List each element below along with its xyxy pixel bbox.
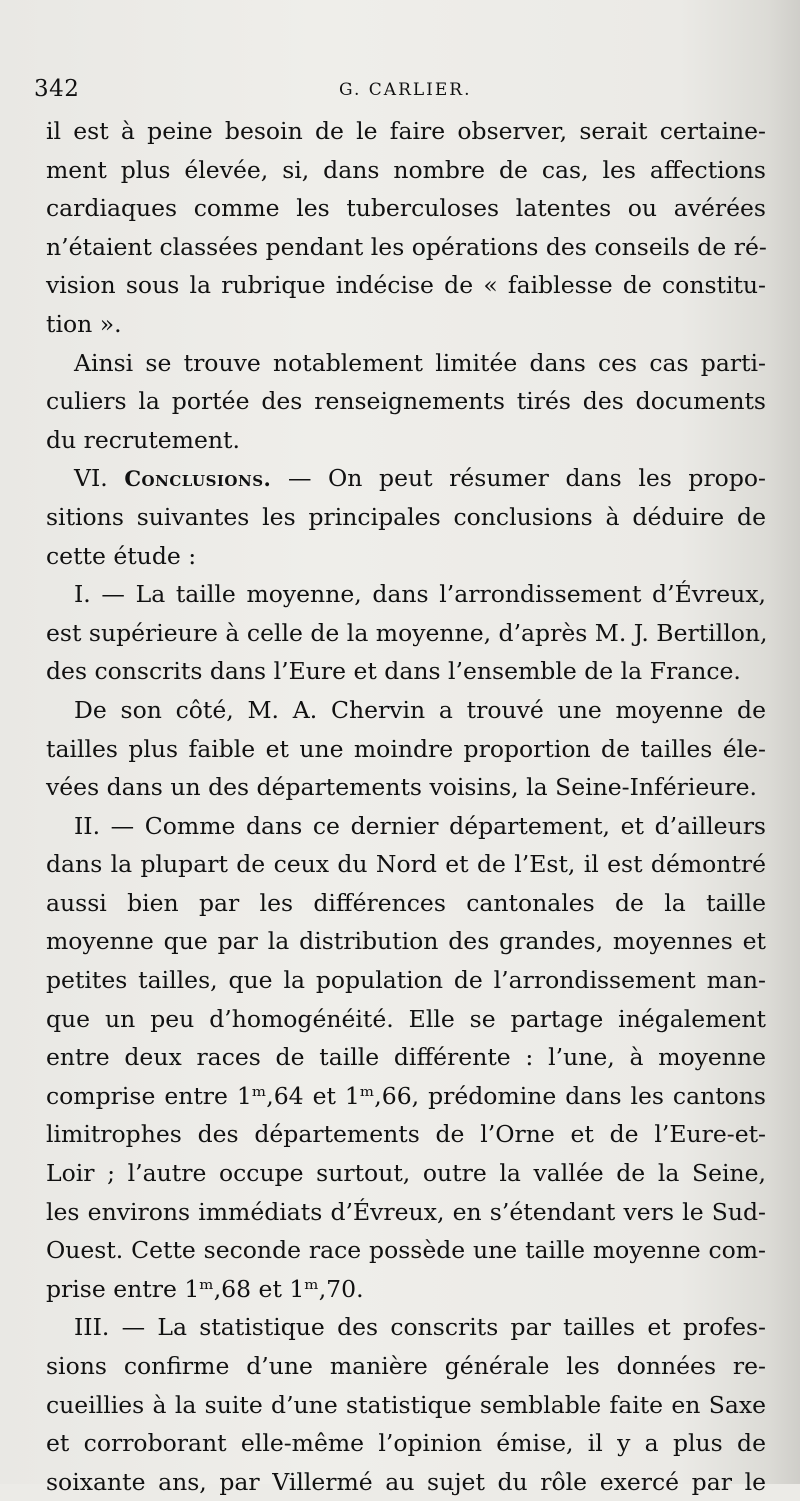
text-line: aussi bien par les différences cantonales de la taille bbox=[46, 888, 766, 917]
text-line: Ainsi se trouve notablement limitée dans ces cas parti- bbox=[74, 348, 766, 377]
text-line: tion ». bbox=[46, 309, 122, 338]
text-line: n’étaient classées pendant les opérations des conseils de ré- bbox=[46, 232, 767, 261]
text-line: des conscrits dans l’Eure et dans l’ensemble de la France. bbox=[46, 657, 741, 686]
text-line: limitrophes des départements de l’Orne et de l’Eure-et- bbox=[46, 1120, 766, 1149]
text-line: tailles plus faible et une moindre proportion de tailles éle- bbox=[46, 734, 766, 763]
text-line: ment plus élevée, si, dans nombre de cas, les affections bbox=[46, 155, 766, 184]
text-line: les environs immédiats d’Évreux, en s’étendant vers le Sud- bbox=[46, 1197, 766, 1226]
section-heading-rest: — On peut résumer dans les propo- bbox=[287, 464, 766, 493]
text-line: II. — Comme dans ce dernier département, et d’ailleurs bbox=[74, 811, 766, 840]
text-line: prise entre 1ᵐ,68 et 1ᵐ,70. bbox=[46, 1274, 364, 1303]
text-line: sitions suivantes les principales conclusions à déduire de bbox=[46, 502, 766, 531]
text-line: De son côté, M. A. Chervin a trouvé une moyenne de bbox=[74, 695, 766, 724]
text-line: est supérieure à celle de la moyenne, d’après M. J. Bertillon, bbox=[46, 618, 768, 647]
text-line: du recrutement. bbox=[46, 425, 240, 454]
text-line: sions confirme d’une manière générale les données re- bbox=[46, 1352, 766, 1380]
text-line: comprise entre 1ᵐ,64 et 1ᵐ,66, prédomine dans les cantons bbox=[46, 1081, 766, 1110]
text-line: vées dans un des départements voisins, la Seine-Inférieure. bbox=[46, 773, 758, 802]
text-line: que un peu d’homogénéité. Elle se partage inégalement bbox=[46, 1004, 766, 1033]
section-heading-line bbox=[46, 459, 766, 498]
text-line: III. — La statistique des conscrits par tailles et profes- bbox=[74, 1313, 766, 1342]
page-header bbox=[34, 76, 774, 106]
text-line: petites tailles, que la population de l’arrondissement man- bbox=[46, 966, 766, 995]
running-head: G. CARLIER. bbox=[339, 80, 472, 100]
text-line: I. — La taille moyenne, dans l’arrondissement d’Évreux, bbox=[74, 580, 766, 609]
text-line: soixante ans, par Villermé au sujet du rôle exercé par le bbox=[46, 1467, 766, 1496]
text-line: Ouest. Cette seconde race possède une taille moyenne com- bbox=[46, 1236, 766, 1265]
text-line: et corroborant elle-même l’opinion émise, il y a plus de bbox=[46, 1429, 766, 1458]
text-line: cueillies à la suite d’une statistique semblable faite en Saxe bbox=[46, 1390, 766, 1419]
body-text bbox=[46, 112, 766, 1501]
page-number: 342 bbox=[34, 76, 80, 102]
text-line: culiers la portée des renseignements tirés des documents bbox=[46, 387, 766, 416]
text-line: moyenne que par la distribution des grandes, moyennes et bbox=[46, 927, 766, 956]
text-line: entre deux races de taille différente : l’une, à moyenne bbox=[46, 1043, 766, 1072]
text-line: cette étude : bbox=[46, 541, 197, 570]
text-line: vision sous la rubrique indécise de « faiblesse de constitu- bbox=[46, 271, 766, 300]
section-numeral: VI. bbox=[74, 464, 108, 493]
text-line: il est à peine besoin de le faire observer, serait certaine- bbox=[46, 117, 766, 145]
text-line: dans la plupart de ceux du Nord et de l’Est, il est démontré bbox=[46, 850, 766, 879]
text-line: cardiaques comme les tuberculoses latentes ou avérées bbox=[46, 194, 766, 223]
section-title: Conclusions. bbox=[124, 466, 272, 492]
text-line: Loir ; l’autre occupe surtout, outre la vallée de la Seine, bbox=[46, 1159, 766, 1188]
